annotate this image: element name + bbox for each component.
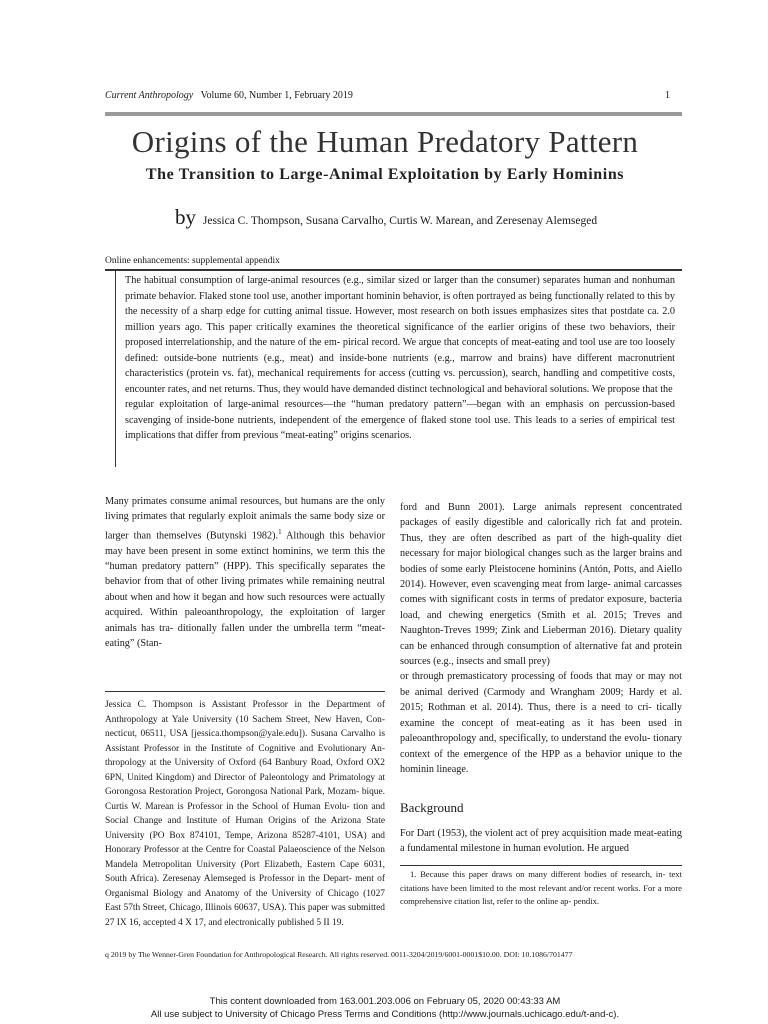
paragraph-2: or through premasticatory processing of foods that may or may not be animal derived (Carmody and Wrangham 2009; Hardy et al. 2015; Rothman et al. 2014). Thus, there is a need to cri- tically examine the concept of meat-eating as it has been used in paleoanthropology and, specifically, to understand the evolu- tionary context of the emergence of the HPP as a behavior unique to the hominin lineage. bbox=[400, 671, 682, 775]
footnote bbox=[400, 868, 682, 909]
byline bbox=[175, 205, 715, 230]
footnote-number: 1. bbox=[410, 869, 417, 879]
body-column-right bbox=[400, 500, 682, 777]
intro-text-rest: Although this behavior may have been present in some extinct hominins, we term this the “human predatory pattern” (HPP). This specifically separates the behavior from that of other living primates while remaining neutral about when and how it began and how such resources were actually acquired. Within paleoanthropology, the exploitation of larger animals has tra- ditionally fallen under the umbrella term “meat-eating” (Stan- bbox=[105, 530, 385, 650]
bio-rule bbox=[105, 691, 385, 692]
page-number: 1 bbox=[665, 90, 670, 101]
abstract-part-1: The habitual consumption of large-animal resources (e.g., similar sized or larger than the consumer) separates human and nonhuman primate behavior. Flaked stone tool use, another important hominin behavior, is often portrayed as being functionally related to this by the necessity of a sharp edge for cutting animal tissue. However, most research on both issues emphasizes sites that postdate ca. 2.0 million years ago. This paper critically examines the theoretical significance of the earlier origins of these two behaviors, their proposed interrelationship, and the nature of the em- pirical record. We argue that concepts of meat-eating and tool use are too loosely defined: outside-bone nutrients (e.g., meat) and inside-bone nutrients (e.g., marrow and brains) have different macronutrient characteristics (protein vs. fat), mechanical requirements for access (cutting vs. percussion), search, handling and competitive costs, encounter rates, and net returns. Thus, they would have demanded distinct technological and behavioral solutions. We propose that the bbox=[125, 275, 675, 395]
authors: Jessica C. Thompson, Susana Carvalho, Curtis W. Marean, and Zeresenay Alemseged bbox=[202, 215, 598, 227]
running-head bbox=[105, 90, 670, 101]
intro-text: Many primates consume animal resources, but humans are the only living primates that regularly exploit animals the same body size or larger than themselves (Butynski 1982). bbox=[105, 496, 385, 542]
abstract-part-2: regular exploitation of large-animal resources—the “human predatory pattern”—began with an emphasis on percussion-based scavenging of inside-bone nutrients, independent of the emergence of flaked stone tool use. This leads to a series of empirical test implications that differ from previous “meat-eating” origins scenarios. bbox=[125, 399, 675, 441]
download-line-2: All use subject to University of Chicago Press Terms and Conditions (http://www.journals.uchicago.edu/t-and-c). bbox=[150, 1009, 620, 1020]
body-column-left bbox=[105, 494, 385, 651]
header-rule bbox=[105, 112, 682, 116]
copyright-line: q 2019 by The Wenner-Gren Foundation for Anthropological Research. All rights reserved. 0011-3204/2019/6001-0001$10.00. DOI: 10.1086/701477 bbox=[105, 950, 573, 959]
author-bios: Jessica C. Thompson is Assistant Professor in the Department of Anthropology at Yale University (10 Sachem Street, New Haven, Con- necticut, 06511, USA [jessica.thompson@yale.edu]). Susana Carvalho is Assistant Professor in the Institute of Cognitive and Evolutionary An- thropology at the University of Oxford (64 Banbury Road, Oxford OX2 6PN, United Kingdom) and Director of Paleontology and Primatology at Gorongosa Restoration Project, Gorongosa National Park, Mozam- bique. Curtis W. Marean is Professor in the School of Human Evolu- tion and Social Change and Institute of Human Origins of the Arizona State University (PO Box 874101, Tempe, Arizona 85287-4101, USA) and Honorary Professor at the Centre for Coastal Palaeoscience of the Nelson Mandela Metropolitan University (Port Elizabeth, Eastern Cape 6031, South Africa). Zeresenay Alemseged is Professor in the Depart- ment of Organismal Biology and Anatomy of the University of Chicago (1027 East 57th Street, Chicago, Illinois 60637, USA). This paper was submitted 27 IX 16, accepted 4 X 17, and electronically published 5 II 19. bbox=[105, 700, 385, 928]
background-paragraph: For Dart (1953), the violent act of prey acquisition made meat-eating a fundamental milestone in human evolution. He argued bbox=[400, 828, 682, 855]
download-notice bbox=[60, 995, 710, 1021]
footnote-rule bbox=[400, 865, 682, 866]
online-enhancements: Online enhancements: supplemental appendix bbox=[105, 256, 280, 266]
article-subtitle: The Transition to Large-Animal Exploitation by Early Hominins bbox=[145, 166, 625, 183]
by-label: by bbox=[175, 205, 196, 229]
abstract-side-rule bbox=[115, 271, 116, 467]
download-line-1: This content downloaded from 163.001.203.006 on February 05, 2020 00:43:33 AM bbox=[209, 996, 561, 1007]
paragraph-continued: ford and Bunn 2001). Large animals represent concentrated packages of easily digestible and calorically rich fat and protein. Thus, they are often described as part of the high-quality diet necessary for major biological changes such as the larger brains and bodies of some early Pleistocene hominins (Antón, Potts, and Aiello 2014). However, even scavenging meat from large- animal carcasses comes with significant costs in terms of predator exposure, bacteria load, and chewing energetics (Smith et al. 2015; Treves and Naughton-Treves 1999; Zink and Lieberman 2016). Dietary quality can be enhanced through consumption of alternative fat and protein sources (e.g., insects and small prey) bbox=[400, 502, 682, 668]
issue-info: Volume 60, Number 1, February 2019 bbox=[200, 90, 353, 101]
footnote-text: Because this paper draws on many different bodies of research, in- text citations have been limited to the most relevant and/or recent works. For a more comprehensive citation list, refer to the online ap- pendix. bbox=[400, 869, 682, 906]
abstract-top-rule bbox=[105, 269, 682, 271]
article-title: Origins of the Human Predatory Pattern bbox=[131, 124, 639, 159]
section-heading-background: Background bbox=[400, 800, 464, 815]
footnote-marker: 1 bbox=[278, 527, 282, 536]
abstract bbox=[125, 273, 675, 444]
journal-name: Current Anthropology bbox=[105, 90, 194, 101]
intro-paragraph bbox=[105, 494, 385, 651]
